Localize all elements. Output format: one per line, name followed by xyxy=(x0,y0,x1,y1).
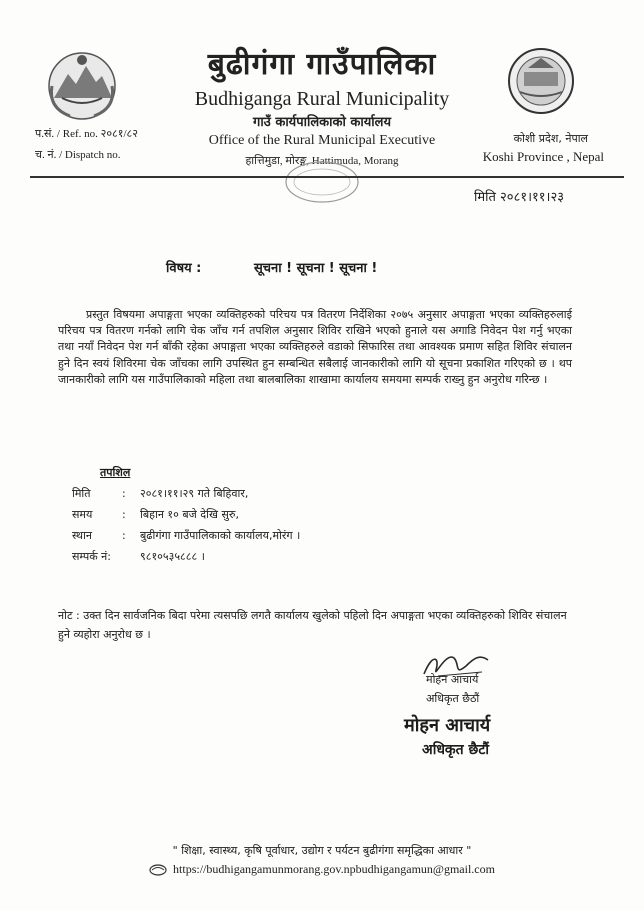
details-row-contact xyxy=(72,546,300,567)
province-english: Koshi Province , Nepal xyxy=(482,149,604,164)
notice-body: प्रस्तुत विषयमा अपाङ्गता भएका व्यक्तिहरुको परिचय पत्र वितरण निर्देशिका २०७५ अनुसार अपाङ्गता भएका व्यक्तिहरुलाई परिचय पत्र वितरण गर्नको लागि चेक जाँच गर्न तपशिल अनुसार शिविर राखिने भएको हुनाले यस अगाडि निवेदन पेश गर्नु भएका तथा नयाँ निवेदन पेश गर्न बाँकी रहेका अपाङ्गता भएका व्यक्तिहरुले वडाको सिफारिस तथा आवश्यक प्रमाण सहित शिविर संचालन हुने दिन स्वयं शिविरमा चेक जाँचका लागि उपस्थित हुन सम्बन्धित सबैलाई जानकारीको लागि यो सूचना प्रकाशित गरिएको छ । थप जानकारीको लागि यस गाउँपालिकाको महिला तथा बालबालिका शाखामा कार्यालय समयमा सम्पर्क राख्नु हुन अनुरोध गरिन्छ । xyxy=(58,308,572,386)
details-key: स्थान xyxy=(72,529,93,542)
reference-number: प.सं. / Ref. no. २०८१/८२ xyxy=(35,128,138,140)
signatory-title-stamp: अधिकृत छैटौं xyxy=(422,742,490,758)
signatory-title: अधिकृत छैठौं xyxy=(426,692,480,705)
details-value: बिहान १० बजे देखि सुरु, xyxy=(140,508,239,521)
office-address: हात्तिमुडा, मोरङ्ग, Hattimuda, Morang xyxy=(245,155,399,167)
website-url[interactable]: https://budhigangamunmorang.gov.npbudhigangamun@gmail.com xyxy=(173,862,495,876)
details-list xyxy=(72,483,300,567)
province-nepali: कोशी प्रदेश, नेपाल xyxy=(513,132,588,145)
details-separator: : xyxy=(122,487,126,500)
details-value: ९८१०५३५८८८ । xyxy=(140,550,205,563)
signatory-name-stamp: मोहन आचार्य xyxy=(404,715,491,736)
details-separator: : xyxy=(122,529,126,542)
municipality-title-nepali: बुढीगंगा गाउँपालिका xyxy=(207,47,437,82)
details-value: २०८१।११।२९ गते बिहिवार, xyxy=(140,487,249,500)
details-row-date xyxy=(72,483,300,504)
website-icon xyxy=(149,864,167,876)
details-row-place xyxy=(72,525,300,546)
signatory-name: मोहन आचार्य xyxy=(426,673,479,686)
details-separator: : xyxy=(122,508,126,521)
letter-date: मिति २०८१।११।२३ xyxy=(474,190,564,205)
footer-motto: " शिक्षा, स्वास्थ्य, कृषि पूर्वाधार, उद्योग र पर्यटन बुढीगंगा समृद्धिका आधार " xyxy=(172,844,472,857)
footer-website xyxy=(0,862,644,877)
office-title-nepali: गाउँ कार्यपालिकाको कार्यालय xyxy=(253,115,391,130)
details-key: सम्पर्क नं: xyxy=(72,550,111,563)
header-divider xyxy=(30,176,624,178)
office-stamp xyxy=(282,158,362,206)
municipality-title-english: Budhiganga Rural Municipality xyxy=(194,88,450,110)
dispatch-number: च. नं. / Dispatch no. xyxy=(35,149,121,161)
details-value: बुढीगंगा गाउँपालिकाको कार्यालय,मोरंग । xyxy=(140,529,301,542)
details-heading: तपशिल xyxy=(100,466,131,479)
details-row-time xyxy=(72,504,300,525)
details-key: समय xyxy=(72,508,93,521)
note-text: नोट : उक्त दिन सार्वजनिक बिदा परेमा त्यसपछि लगतै कार्यालय खुलेको पहिलो दिन अपाङ्गता भएका व्यक्तिहरुको शिविर संचालन हुने व्यहोरा अनुरोध छ । xyxy=(58,609,567,641)
subject-text: सूचना ! सूचना ! सूचना ! xyxy=(254,261,378,276)
details-key: मिति xyxy=(72,487,91,500)
office-title-english: Office of the Rural Municipal Executive xyxy=(208,133,436,148)
subject-label: विषय : xyxy=(166,261,202,276)
